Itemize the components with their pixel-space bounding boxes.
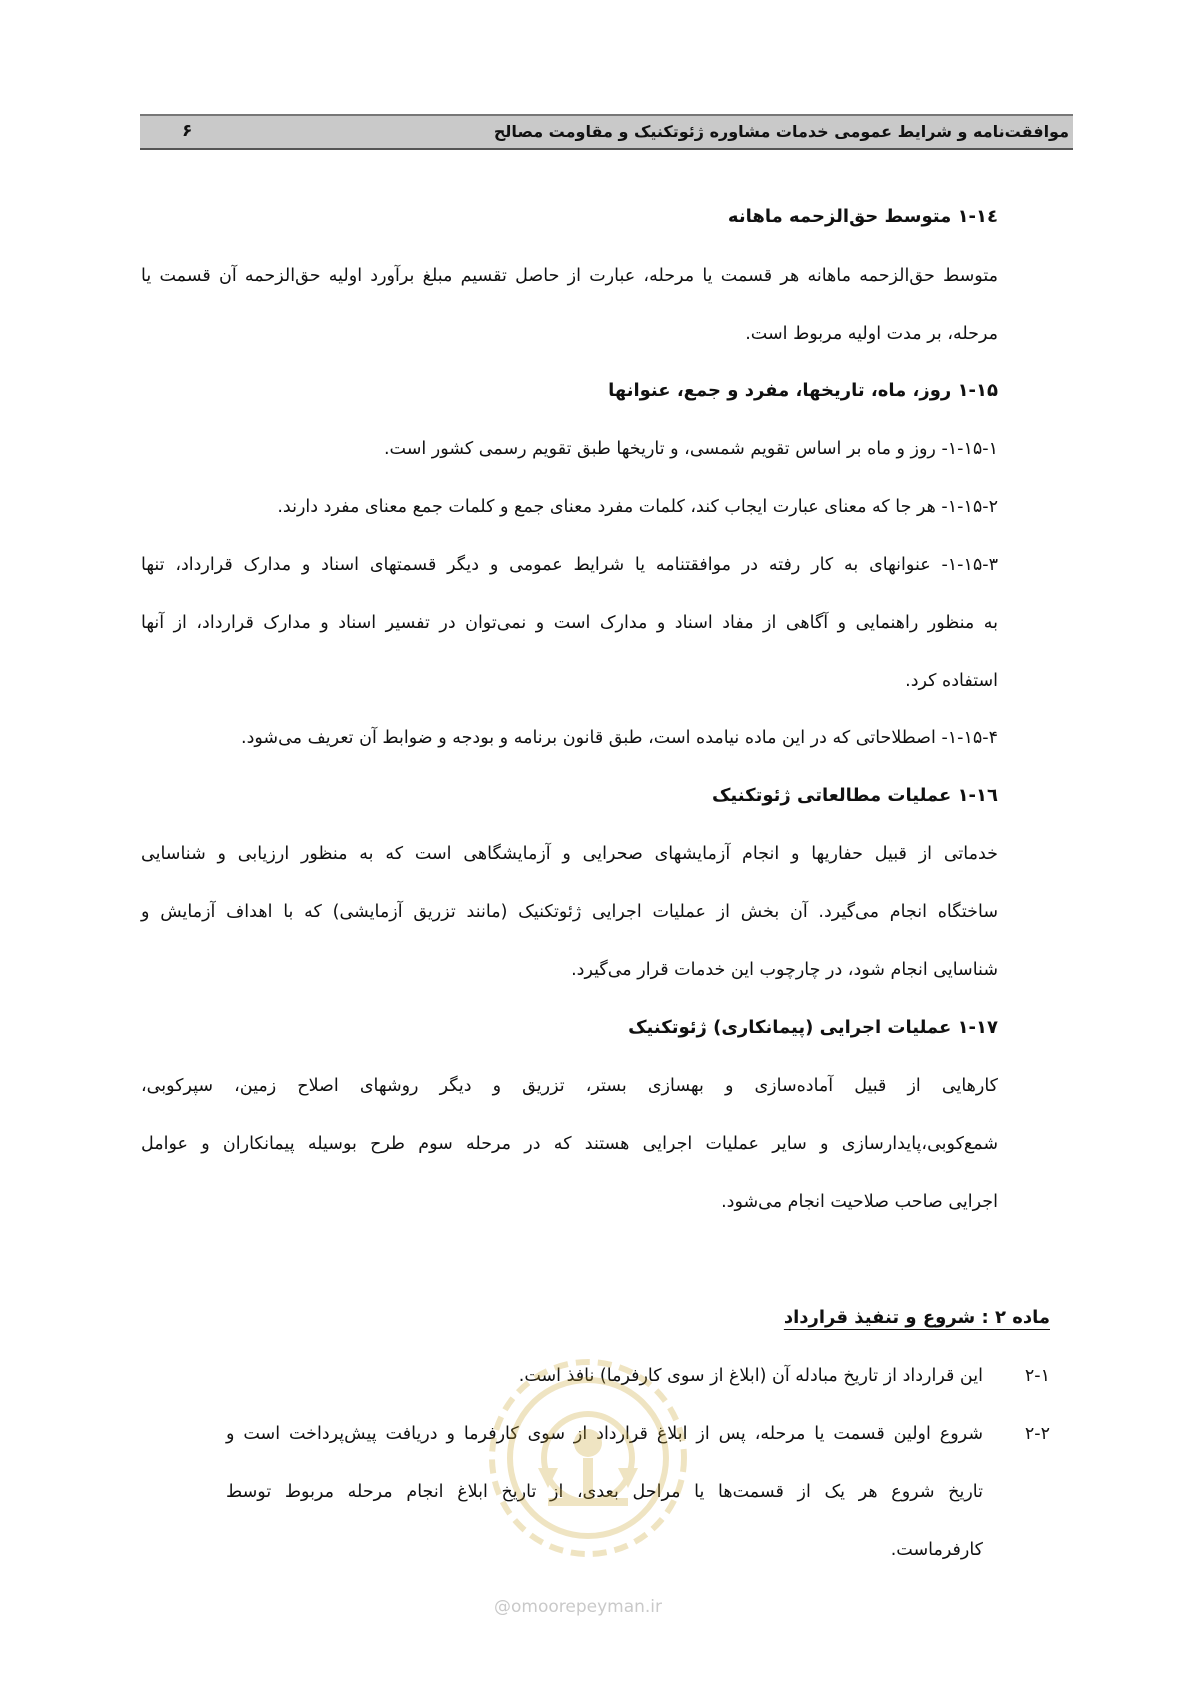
watermark-site-text: @omoorepeyman.ir <box>494 1597 663 1617</box>
article-2-item-2-number: ۲-۲ <box>1024 1424 1050 1444</box>
section-15-item-3-line-2: به منظور راهنمایی و آگاهی از مفاد اسناد و مدارک است و نمی‌توان در تفسیر اسناد و مدارک قرارداد، از آنها <box>141 613 998 633</box>
page-number: ۶ <box>182 121 193 141</box>
section-15-item-3-line-1: ۱-۱۵-۳- عنوانهای به کار رفته در موافقتنامه یا شرایط عمومی و دیگر قسمتهای اسناد و مدارک قرارداد، تنها <box>141 555 998 575</box>
section-15-item-3-line-3: استفاده کرد. <box>905 671 998 691</box>
section-16-line-2: ساختگاه انجام می‌گیرد. آن بخش از عملیات اجرایی ژئوتکنیک (مانند تزریق آزمایشی) که با اهداف آزمایش و <box>141 902 998 922</box>
article-2-item-1-text: این قرارداد از تاریخ مبادله آن (ابلاغ از سوی کارفرما) نافذ است. <box>518 1366 983 1386</box>
section-17-heading: ۱-۱۷ عملیات اجرایی (پیمانکاری) ژئوتکنیک <box>628 1017 998 1038</box>
section-17-line-3: اجرایی صاحب صلاحیت انجام می‌شود. <box>721 1192 998 1212</box>
article-2-item-1-number: ۲-۱ <box>1024 1366 1050 1386</box>
section-14-line-2: مرحله، بر مدت اولیه مربوط است. <box>745 324 998 344</box>
section-16-line-3: شناسایی انجام شود، در چارچوب این خدمات قرار می‌گیرد. <box>571 960 998 980</box>
article-2-item-2-line-2: تاریخ شروع هر یک از قسمت‌ها یا مراحل بعدی، از تاریخ ابلاغ انجام مرحله مربوط توسط <box>226 1482 983 1502</box>
page-header <box>140 114 1073 150</box>
section-16-heading: ۱-۱٦ عملیات مطالعاتی ژئوتکنیک <box>712 785 998 806</box>
section-15-item-2: ۱-۱۵-۲- هر جا که معنای عبارت ایجاب کند، کلمات مفرد معنای جمع و کلمات جمع معنای مفرد دارند. <box>277 497 998 517</box>
section-17-line-2: شمع‌کوبی،پایدارسازی و سایر عملیات اجرایی هستند که در مرحله سوم طرح بوسیله پیمانکاران و عوامل <box>141 1134 998 1154</box>
section-14-line-1: متوسط حق‌الزحمه ماهانه هر قسمت یا مرحله، عبارت از حاصل تقسیم مبلغ برآورد اولیه حق‌الزحمه آن قسمت یا <box>141 266 998 286</box>
section-17-line-1: کارهایی از قبیل آماده‌سازی و بهسازی بستر، تزریق و دیگر روشهای اصلاح زمین، سپرکوبی، <box>141 1076 998 1096</box>
section-15-item-1: ۱-۱۵-۱- روز و ماه بر اساس تقویم شمسی، و تاریخها طبق تقویم رسمی کشور است. <box>383 439 998 459</box>
article-2-item-2-line-3: کارفرماست. <box>890 1540 983 1560</box>
article-2-title: ماده ۲ : شروع و تنفیذ قرارداد <box>783 1307 1050 1328</box>
section-15-heading: ۱-۱۵ روز، ماه، تاریخها، مفرد و جمع، عنوانها <box>608 380 998 401</box>
watermark-seal-icon <box>478 1348 698 1568</box>
header-title: موافقت‌نامه و شرایط عمومی خدمات مشاوره ژئوتکنیک و مقاومت مصالح <box>493 122 1069 141</box>
section-15-item-4: ۱-۱۵-۴- اصطلاحاتی که در این ماده نیامده است، طبق قانون برنامه و بودجه و ضوابط آن تعریف می‌شود. <box>241 728 998 748</box>
article-2-item-2-line-1: شروع اولین قسمت یا مرحله، پس از ابلاغ قرارداد از سوی کارفرما و دریافت پیش‌پرداخت است و <box>226 1424 983 1444</box>
section-14-heading: ۱-۱٤ متوسط حق‌الزحمه ماهانه <box>727 206 998 227</box>
section-16-line-1: خدماتی از قبیل حفاریها و انجام آزمایشهای صحرایی و آزمایشگاهی است که به منظور ارزیابی و شناسایی <box>141 844 998 864</box>
